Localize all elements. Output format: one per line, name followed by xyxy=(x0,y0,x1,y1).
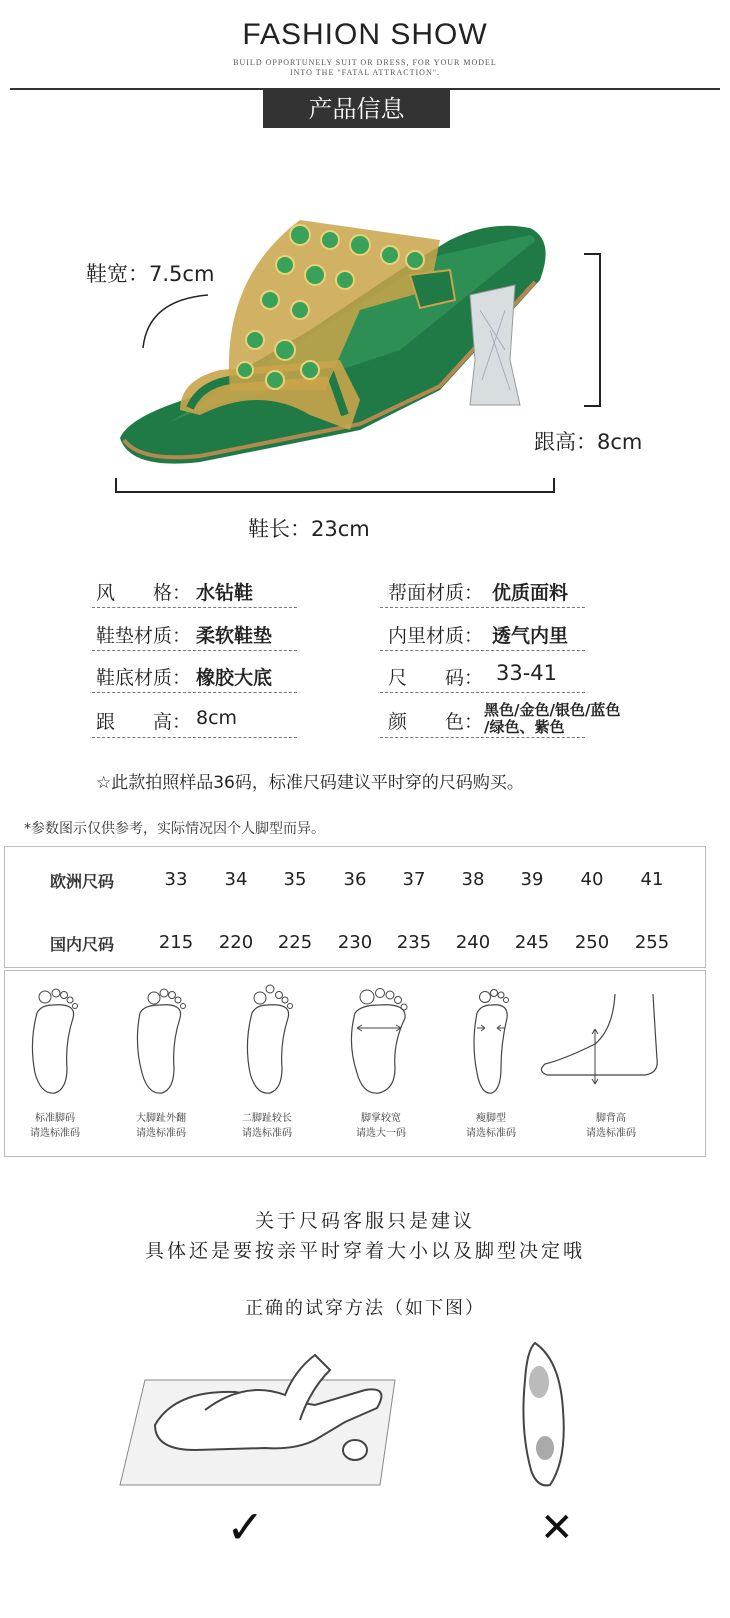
eu-size-cell: 34 xyxy=(224,869,248,890)
eu-size-cell: 33 xyxy=(164,869,188,890)
foot-narrow-icon xyxy=(461,983,521,1098)
spec-divider xyxy=(92,607,297,608)
foot-standard-icon xyxy=(23,983,83,1098)
foot-caption-line-2: 请选标准码 xyxy=(136,1128,186,1139)
spec-divider xyxy=(380,650,585,651)
eu-size-cell: 41 xyxy=(640,869,664,890)
spec-insole-value: 柔软鞋垫 xyxy=(196,625,273,647)
foot-wide-icon xyxy=(345,983,415,1098)
foot-caption-line-2: 请选标准码 xyxy=(30,1128,80,1139)
eu-size-cell: 36 xyxy=(343,869,367,890)
foot-caption-line-2: 请选标准码 xyxy=(586,1128,636,1139)
shoe-length-label: 鞋长：23cm xyxy=(248,517,370,541)
cn-size-cell: 250 xyxy=(574,932,610,953)
spec-lining-value: 透气内里 xyxy=(492,625,569,647)
foot-high-instep-icon xyxy=(535,989,675,1089)
foot-type-guide xyxy=(4,970,706,1157)
spec-size-value: 33-41 xyxy=(496,661,558,685)
foot-caption-line-1: 脚背高 xyxy=(596,1113,626,1124)
eu-size-cell: 38 xyxy=(461,869,485,890)
cn-size-cell: 225 xyxy=(277,932,313,953)
eu-size-cell: 35 xyxy=(283,869,307,890)
size-table xyxy=(4,846,706,968)
foot-caption xyxy=(111,1111,211,1141)
spec-divider xyxy=(380,737,585,738)
spec-style-label: 风 格： xyxy=(96,582,192,604)
foot-caption-line-1: 瘦脚型 xyxy=(476,1113,506,1124)
spec-divider xyxy=(380,607,585,608)
foot-caption-line-1: 脚掌较宽 xyxy=(361,1113,401,1124)
correct-check-icon: ✓ xyxy=(226,1500,265,1554)
foot-caption-line-1: 标准脚码 xyxy=(35,1113,75,1124)
foot-caption-line-2: 请选标准码 xyxy=(242,1128,292,1139)
spec-upper-label: 帮面材质： xyxy=(388,582,484,604)
cn-size-cell: 240 xyxy=(455,932,491,953)
spec-color-line-2: /绿色、紫色 xyxy=(484,718,565,736)
spec-insole-label: 鞋垫材质： xyxy=(96,625,192,647)
spec-style-value: 水钻鞋 xyxy=(196,582,254,604)
spec-color-value xyxy=(484,702,620,736)
spec-divider xyxy=(92,737,297,738)
foot-bunion-icon xyxy=(130,983,190,1098)
spec-heel-label: 跟 高： xyxy=(96,711,192,733)
eu-size-cell: 40 xyxy=(580,869,604,890)
spec-outsole-label: 鞋底材质： xyxy=(96,667,192,689)
foot-caption xyxy=(441,1111,541,1141)
spec-lining-label: 内里材质： xyxy=(388,625,484,647)
spec-divider xyxy=(92,692,297,693)
spec-heel-value: 8cm xyxy=(196,707,238,729)
tagline-line-1: BUILD OPPORTUNELY SUIT OR DRESS, FOR YOUR MODEL xyxy=(233,58,497,67)
eu-size-label: 欧洲尺码 xyxy=(50,872,115,891)
size-advice-line-2: 具体还是要按亲平时穿着大小以及脚型决定哦 xyxy=(144,1240,585,1262)
spec-upper-value: 优质面料 xyxy=(492,582,569,604)
cn-size-cell: 255 xyxy=(634,932,670,953)
foot-caption-line-1: 大脚趾外翻 xyxy=(136,1113,186,1124)
foot-caption-line-2: 请选大一码 xyxy=(356,1128,406,1139)
tryon-method-title: 正确的试穿方法（如下图） xyxy=(245,1298,485,1319)
foot-caption xyxy=(331,1111,431,1141)
eu-size-cell: 39 xyxy=(520,869,544,890)
cn-size-cell: 235 xyxy=(396,932,432,953)
foot-caption xyxy=(561,1111,661,1141)
wrong-cross-icon: ✕ xyxy=(540,1505,574,1551)
foot-caption xyxy=(217,1111,317,1141)
size-advice-line-1: 关于尺码客服只是建议 xyxy=(254,1210,475,1232)
cn-size-cell: 220 xyxy=(218,932,254,953)
sample-size-note: ☆此款拍照样品36码，标准尺码建议平时穿的尺码购买。 xyxy=(96,773,524,793)
foot-long-second-toe-icon xyxy=(238,983,298,1098)
section-title: 产品信息 xyxy=(263,90,450,128)
spec-color-line-1: 黑色/金色/银色/蓝色 xyxy=(484,701,621,719)
tryon-wrong-image xyxy=(505,1340,575,1490)
eu-size-cell: 37 xyxy=(402,869,426,890)
spec-outsole-value: 橡胶大底 xyxy=(196,667,273,689)
length-bracket xyxy=(114,476,556,496)
spec-divider xyxy=(92,650,297,651)
foot-caption-line-1: 二脚趾较长 xyxy=(242,1113,292,1124)
tagline-line-2: INTO THE "FATAL ATTRACTION". xyxy=(289,68,441,77)
brand-tagline xyxy=(0,58,730,78)
cn-size-cell: 230 xyxy=(337,932,373,953)
spec-size-label: 尺 码： xyxy=(388,667,484,689)
cn-size-label: 国内尺码 xyxy=(50,935,115,954)
cn-size-cell: 215 xyxy=(158,932,194,953)
heel-height-label: 跟高：8cm xyxy=(534,430,643,454)
shoe-width-label: 鞋宽：7.5cm xyxy=(86,262,215,286)
cn-size-cell: 245 xyxy=(514,932,550,953)
width-arrow-line xyxy=(138,290,218,350)
tryon-correct-image xyxy=(115,1350,405,1490)
spec-color-label: 颜 色： xyxy=(388,711,484,733)
foot-caption-line-2: 请选标准码 xyxy=(466,1128,516,1139)
param-disclaimer: *参数图示仅供参考，实际情况因个人脚型而异。 xyxy=(24,821,325,837)
foot-caption xyxy=(5,1111,105,1141)
heel-height-bracket xyxy=(580,252,604,408)
brand-title: FASHION SHOW xyxy=(242,18,488,51)
spec-divider xyxy=(380,692,585,693)
